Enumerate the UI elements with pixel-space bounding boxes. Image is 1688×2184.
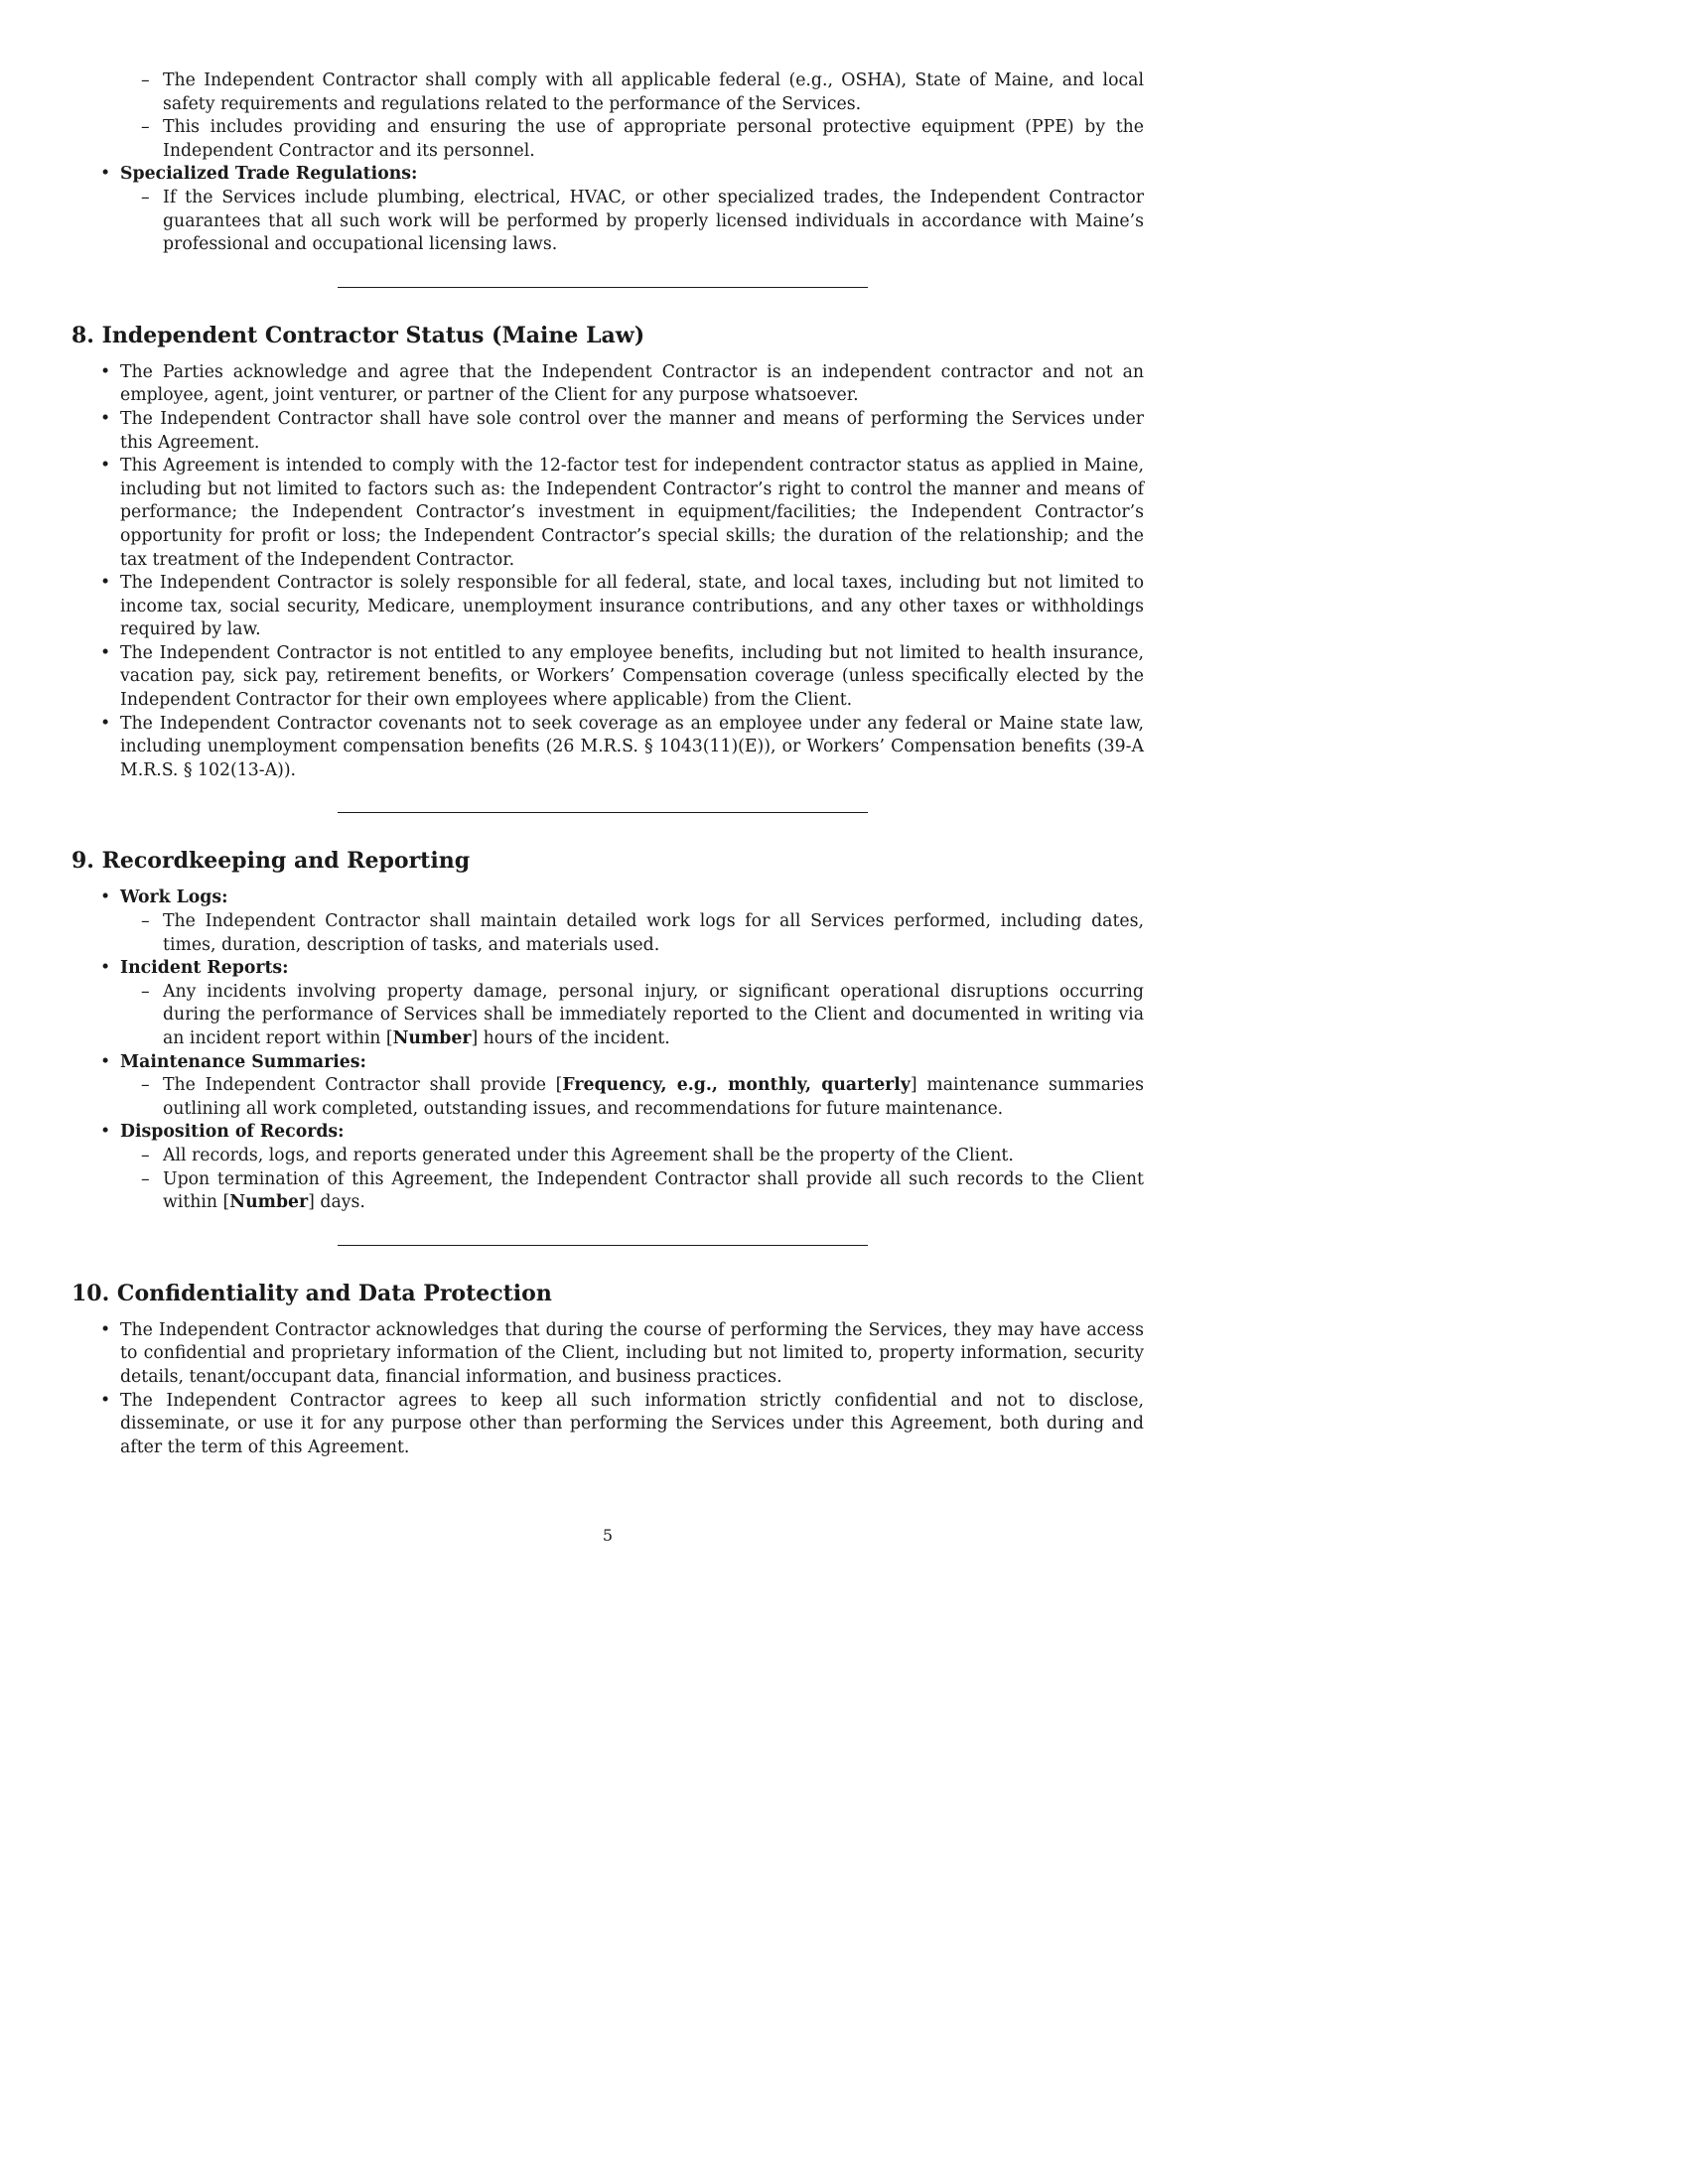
- section-8-heading: 8. Independent Contractor Status (Maine Law): [71, 322, 645, 348]
- bullet-marker: •: [100, 1051, 111, 1072]
- bullet-marker: •: [100, 164, 111, 185]
- bullet-item: [71, 887, 1144, 910]
- item-text: If the Services include plumbing, electrical, HVAC, or other specialized trades, the Independent Contractor guarantees that all such work will be performed by properly licensed individuals in accordance with Maine’s professional and occupational licensing laws.: [163, 187, 1144, 255]
- item-label: Work Logs:: [120, 887, 228, 908]
- bullet-marker: •: [100, 1319, 111, 1340]
- page-number: 5: [602, 1526, 614, 1545]
- section-9-heading: 9. Recordkeeping and Reporting: [71, 848, 471, 875]
- bullet-marker: •: [100, 408, 111, 429]
- item-text: This Agreement is intended to comply with the 12-factor test for independent contractor status as applied in Maine, including but not limited to factors such as: the Independent Contractor’s right to control the manner and means of performance; the Independent Contractor’s investment in equipment/facilities; the Independent Contractor’s opportunity for profit or loss; the Independent Contractor’s special skills; the duration of the relationship; and the tax treatment of the Independent Contractor.: [120, 456, 1144, 570]
- placeholder-number: Number: [229, 1192, 309, 1213]
- bullet-marker: •: [100, 361, 111, 382]
- bullet-item: [71, 408, 1144, 455]
- item-text: All records, logs, and reports generated under this Agreement shall be the property of the Client.: [163, 1145, 1014, 1165]
- dash-item: [71, 981, 1144, 1051]
- dash-marker: –: [141, 70, 150, 90]
- dash-marker: –: [141, 981, 150, 1002]
- item-text: The Independent Contractor shall comply with all applicable federal (e.g., OSHA), State of Maine, and local safety requirements and regulations related to the performance of the Services.: [163, 70, 1144, 114]
- item-text: ] hours of the incident.: [471, 1028, 670, 1048]
- bullet-item: [71, 1319, 1144, 1390]
- bullet-marker: •: [100, 573, 111, 594]
- dash-item: [71, 69, 1144, 116]
- bullet-item: [71, 361, 1144, 408]
- section-10-heading: 10. Confidentiality and Data Protection: [71, 1280, 552, 1306]
- bullet-marker: •: [100, 887, 111, 908]
- item-text: The Independent Contractor acknowledges that during the course of performing the Services, they may have access to confidential and proprietary information of the Client, including but not limited to, property information, security details, tenant/occupant data, financial information, and business practices.: [120, 1319, 1144, 1387]
- item-text: The Independent Contractor covenants not to seek coverage as an employee under any federal or Maine state law, including unemployment compensation benefits (26 M.R.S. § 1043(11)(E)), or Workers’ Compensation benefits (39-A M.R.S. § 102(13-A)).: [120, 713, 1144, 780]
- item-text: The Independent Contractor shall provide [: [163, 1075, 563, 1096]
- bullet-item: [71, 713, 1144, 783]
- item-text: The Independent Contractor is solely responsible for all federal, state, and local taxes, including but not limited to income tax, social security, Medicare, unemployment insurance contributions, and any other taxes or withholdings required by law.: [120, 573, 1144, 640]
- bullet-item: [71, 1051, 1144, 1075]
- item-text: ] days.: [308, 1192, 365, 1213]
- placeholder-frequency: Frequency, e.g., monthly, quarterly: [562, 1075, 911, 1096]
- bullet-marker: •: [100, 1390, 111, 1411]
- dash-marker: –: [141, 1168, 150, 1189]
- dash-item: [71, 1145, 1144, 1168]
- bullet-item: [71, 957, 1144, 981]
- dash-marker: –: [141, 911, 150, 932]
- dash-item: [71, 1168, 1144, 1215]
- dash-item: [71, 187, 1144, 257]
- section-divider: [338, 1245, 868, 1246]
- item-text: This includes providing and ensuring the use of appropriate personal protective equipment (PPE) by the Independent Contractor and its personnel.: [163, 117, 1144, 161]
- bullet-marker: •: [100, 456, 111, 477]
- item-label: Incident Reports:: [120, 958, 289, 979]
- dash-marker: –: [141, 117, 150, 138]
- item-text: The Independent Contractor shall maintain detailed work logs for all Services performed, including dates, times, duration, description of tasks, and materials used.: [163, 911, 1144, 955]
- item-text: ] maintenance summaries outlining all work completed, outstanding issues, and recommendations for future maintenance.: [163, 1075, 1144, 1119]
- dash-marker: –: [141, 1145, 150, 1165]
- item-text: The Independent Contractor agrees to keep all such information strictly confidential and not to disclose, disseminate, or use it for any purpose other than performing the Services under this Agreement, both during and after the term of this Agreement.: [120, 1390, 1144, 1457]
- placeholder-number: Number: [392, 1028, 472, 1048]
- dash-marker: –: [141, 1075, 150, 1096]
- bullet-marker: •: [100, 1122, 111, 1143]
- item-label: Maintenance Summaries:: [120, 1051, 366, 1072]
- bullet-item: [71, 572, 1144, 642]
- dash-item: [71, 116, 1144, 163]
- item-label: Disposition of Records:: [120, 1122, 345, 1143]
- item-text: The Parties acknowledge and agree that the Independent Contractor is an independent contractor and not an employee, agent, joint venturer, or partner of the Client for any purpose whatsoever.: [120, 361, 1144, 406]
- bullet-item: [71, 1121, 1144, 1145]
- section-divider: [338, 287, 868, 288]
- dash-item: [71, 1074, 1144, 1121]
- bullet-item: [71, 455, 1144, 572]
- bullet-marker: •: [100, 642, 111, 663]
- item-text: Upon termination of this Agreement, the Independent Contractor shall provide all such records to the Client within [: [163, 1168, 1144, 1213]
- bullet-item: [71, 163, 1144, 187]
- item-label: Specialized Trade Regulations:: [120, 164, 418, 185]
- bullet-marker: •: [100, 958, 111, 979]
- bullet-marker: •: [100, 713, 111, 734]
- dash-marker: –: [141, 187, 150, 207]
- dash-item: [71, 910, 1144, 957]
- document-page: [71, 69, 1144, 1459]
- item-text: The Independent Contractor is not entitled to any employee benefits, including but not limited to health insurance, vacation pay, sick pay, retirement benefits, or Workers’ Compensation coverage (unless specifically elected by the Independent Contractor for their own employees where applicable) from the Client.: [120, 642, 1144, 711]
- bullet-item: [71, 642, 1144, 713]
- item-text: Any incidents involving property damage, personal injury, or significant operational disruptions occurring during the performance of Services shall be immediately reported to the Client and documented in writing via an incident report within [: [163, 981, 1144, 1048]
- item-text: The Independent Contractor shall have sole control over the manner and means of performing the Services under this Agreement.: [120, 408, 1144, 453]
- bullet-item: [71, 1390, 1144, 1460]
- section-divider: [338, 812, 868, 813]
